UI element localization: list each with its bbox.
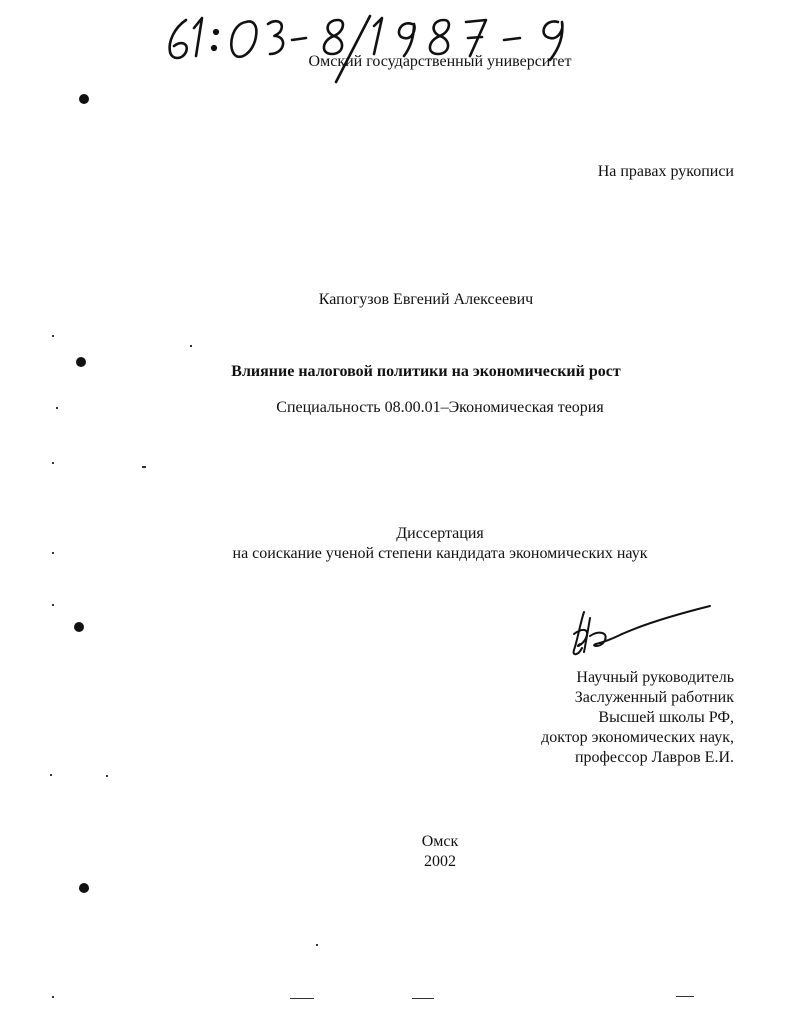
scan-speck (412, 998, 434, 999)
advisor-block (541, 668, 734, 768)
scan-speck (52, 552, 54, 554)
scan-speck (52, 335, 54, 337)
university-name: Омский государственный университет (308, 53, 572, 70)
dissertation-label: Диссертация (396, 525, 484, 542)
binder-hole-2 (76, 357, 86, 367)
scan-speck (290, 998, 314, 999)
binder-hole-1 (79, 94, 89, 104)
city: Омск (421, 833, 459, 850)
scan-speck (52, 604, 54, 606)
advisor-line-1: Научный руководитель (576, 669, 734, 686)
degree-line: на соискание ученой степени кандидата экономических наук (232, 545, 648, 562)
scan-speck (142, 466, 146, 468)
year: 2002 (424, 853, 456, 870)
specialty-line: Специальность 08.00.01–Экономическая теория (276, 399, 604, 416)
handwritten-code-graphic (160, 6, 590, 86)
scan-speck (56, 407, 58, 409)
scan-speck (52, 996, 54, 998)
binder-hole-4 (79, 883, 89, 893)
advisor-line-3: Высшей школы РФ, (598, 709, 734, 726)
scan-speck (106, 775, 108, 777)
scan-speck (316, 944, 318, 946)
advisor-signature (560, 600, 720, 670)
scan-speck (190, 345, 192, 347)
binder-hole-3 (74, 622, 84, 632)
scan-speck (50, 774, 52, 776)
rights-notice: На правах рукописи (597, 163, 734, 180)
dissertation-title: Влияние налоговой политики на экономический рост (231, 363, 621, 380)
scan-speck (52, 462, 54, 464)
advisor-line-4: доктор экономических наук, (541, 729, 734, 746)
handwritten-archive-code (160, 6, 590, 86)
advisor-line-5: профессор Лавров Е.И. (574, 749, 734, 766)
scan-speck (676, 996, 694, 997)
advisor-line-2: Заслуженный работник (574, 689, 734, 706)
author-name: Капогузов Евгений Алексеевич (318, 291, 534, 308)
signature-graphic (560, 600, 720, 670)
